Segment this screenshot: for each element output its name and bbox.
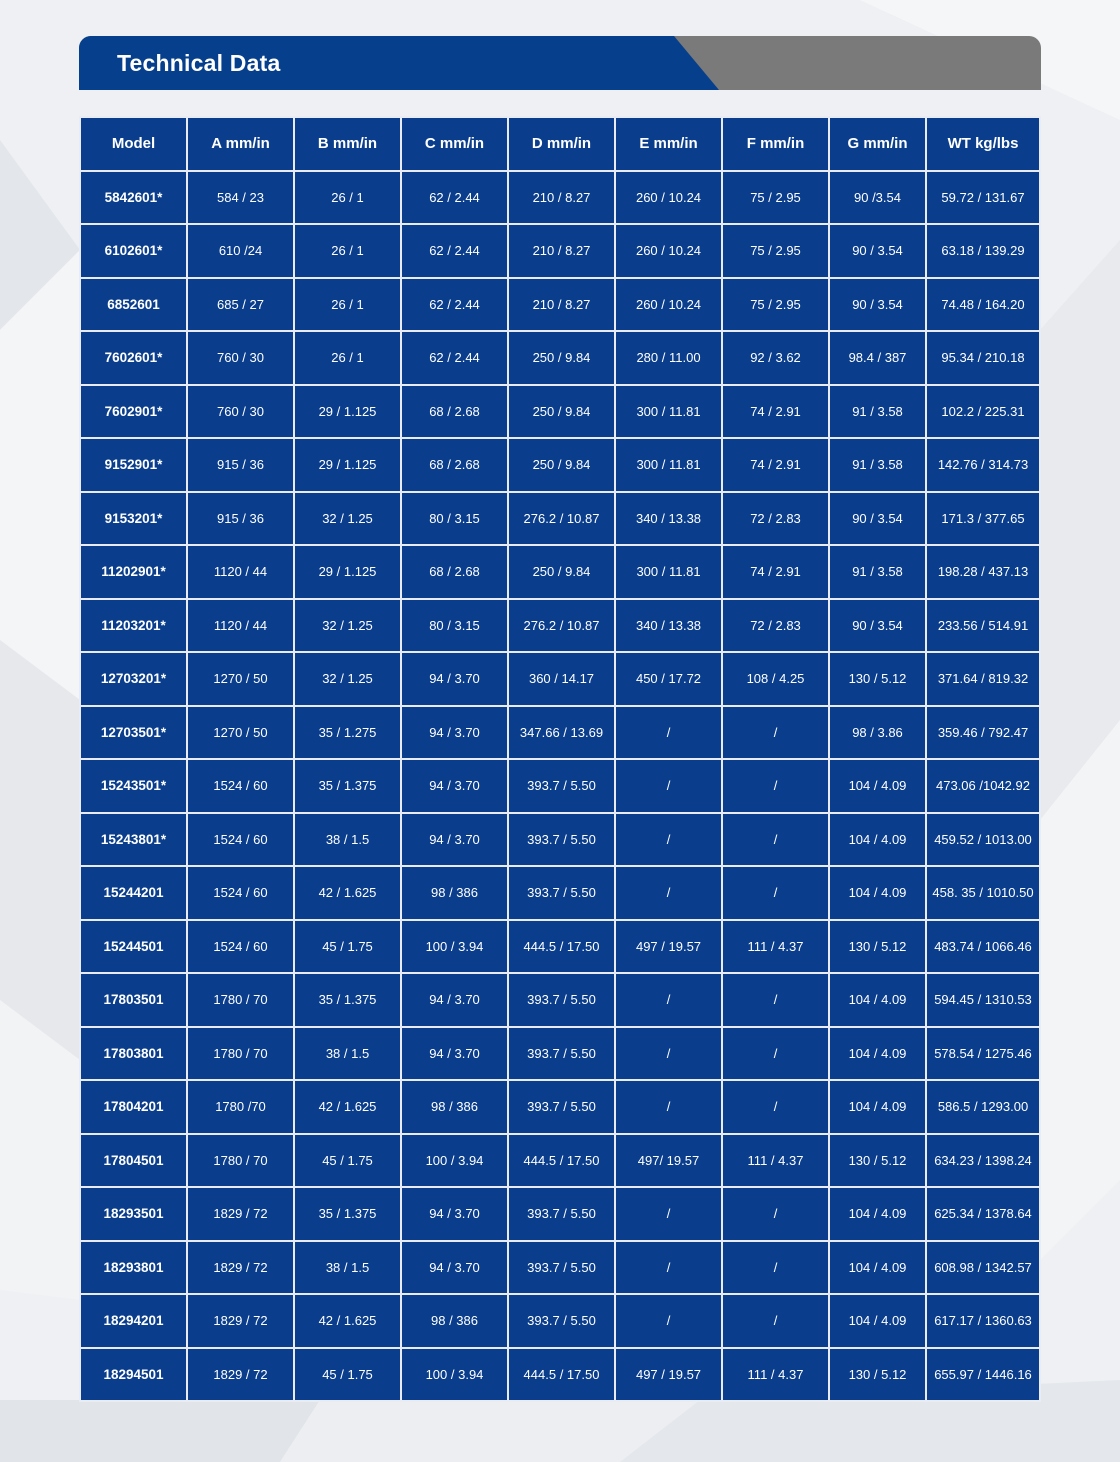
table-cell: 276.2 / 10.87 — [508, 599, 615, 653]
table-cell: 94 / 3.70 — [401, 1241, 508, 1295]
table-cell: 29 / 1.125 — [294, 385, 401, 439]
table-cell: 276.2 / 10.87 — [508, 492, 615, 546]
table-cell: 497 / 19.57 — [615, 1348, 722, 1401]
table-cell: 130 / 5.12 — [829, 1134, 926, 1188]
table-cell: 171.3 / 377.65 — [926, 492, 1039, 546]
table-cell: 75 / 2.95 — [722, 224, 829, 278]
table-cell: 98.4 / 387 — [829, 331, 926, 385]
table-cell: 111 / 4.37 — [722, 920, 829, 974]
table-cell: 38 / 1.5 — [294, 1241, 401, 1295]
table-row — [81, 920, 1039, 974]
table-cell: 74.48 / 164.20 — [926, 278, 1039, 332]
table-cell: 104 / 4.09 — [829, 973, 926, 1027]
table-cell: 90 / 3.54 — [829, 278, 926, 332]
table-row — [81, 278, 1039, 332]
table-cell: 915 / 36 — [187, 438, 294, 492]
model-cell: 11203201* — [81, 599, 187, 653]
column-header: WT kg/lbs — [926, 118, 1039, 171]
table-cell: 625.34 / 1378.64 — [926, 1187, 1039, 1241]
table-cell: 26 / 1 — [294, 331, 401, 385]
table-cell: 42 / 1.625 — [294, 866, 401, 920]
technical-data-table-container — [79, 116, 1041, 1402]
table-cell: 94 / 3.70 — [401, 1187, 508, 1241]
table-row — [81, 545, 1039, 599]
table-cell: / — [722, 973, 829, 1027]
table-cell: 393.7 / 5.50 — [508, 813, 615, 867]
model-cell: 15243801* — [81, 813, 187, 867]
table-cell: 100 / 3.94 — [401, 1134, 508, 1188]
model-cell: 18294201 — [81, 1294, 187, 1348]
table-row — [81, 1027, 1039, 1081]
model-cell: 15244201 — [81, 866, 187, 920]
model-cell: 15244501 — [81, 920, 187, 974]
table-cell: 95.34 / 210.18 — [926, 331, 1039, 385]
table-cell: 1780 / 70 — [187, 973, 294, 1027]
table-cell: 1524 / 60 — [187, 759, 294, 813]
table-cell: 459.52 / 1013.00 — [926, 813, 1039, 867]
table-cell: / — [615, 813, 722, 867]
table-cell: 458. 35 / 1010.50 — [926, 866, 1039, 920]
table-cell: / — [722, 1187, 829, 1241]
model-cell: 9153201* — [81, 492, 187, 546]
table-cell: 300 / 11.81 — [615, 438, 722, 492]
table-row — [81, 599, 1039, 653]
table-cell: 300 / 11.81 — [615, 545, 722, 599]
table-row — [81, 973, 1039, 1027]
table-cell: 198.28 / 437.13 — [926, 545, 1039, 599]
table-cell: 45 / 1.75 — [294, 1134, 401, 1188]
table-cell: 104 / 4.09 — [829, 1187, 926, 1241]
model-cell: 17803801 — [81, 1027, 187, 1081]
table-cell: / — [615, 973, 722, 1027]
table-cell: 1829 / 72 — [187, 1187, 294, 1241]
table-cell: / — [615, 759, 722, 813]
table-cell: 1829 / 72 — [187, 1348, 294, 1401]
table-cell: 94 / 3.70 — [401, 813, 508, 867]
table-cell: 915 / 36 — [187, 492, 294, 546]
table-cell: 102.2 / 225.31 — [926, 385, 1039, 439]
table-cell: 104 / 4.09 — [829, 1241, 926, 1295]
table-body — [81, 171, 1039, 1401]
table-cell: 360 / 14.17 — [508, 652, 615, 706]
table-cell: 90 / 3.54 — [829, 224, 926, 278]
table-row — [81, 759, 1039, 813]
table-row — [81, 331, 1039, 385]
table-cell: 760 / 30 — [187, 385, 294, 439]
table-cell: 497/ 19.57 — [615, 1134, 722, 1188]
table-cell: 1780 / 70 — [187, 1134, 294, 1188]
table-cell: 1829 / 72 — [187, 1294, 294, 1348]
table-cell: 111 / 4.37 — [722, 1134, 829, 1188]
column-header: C mm/in — [401, 118, 508, 171]
table-cell: 100 / 3.94 — [401, 920, 508, 974]
table-cell: 617.17 / 1360.63 — [926, 1294, 1039, 1348]
table-cell: 1780 /70 — [187, 1080, 294, 1134]
table-cell: 35 / 1.375 — [294, 973, 401, 1027]
table-row — [81, 224, 1039, 278]
table-cell: 98 / 386 — [401, 866, 508, 920]
model-cell: 12703201* — [81, 652, 187, 706]
table-cell: 444.5 / 17.50 — [508, 1348, 615, 1401]
table-cell: 260 / 10.24 — [615, 171, 722, 225]
column-header: F mm/in — [722, 118, 829, 171]
table-cell: 393.7 / 5.50 — [508, 1187, 615, 1241]
table-cell: 104 / 4.09 — [829, 813, 926, 867]
table-cell: 250 / 9.84 — [508, 331, 615, 385]
table-cell: 90 / 3.54 — [829, 492, 926, 546]
table-cell: 68 / 2.68 — [401, 438, 508, 492]
table-row — [81, 1348, 1039, 1401]
table-cell: 42 / 1.625 — [294, 1080, 401, 1134]
table-cell: 130 / 5.12 — [829, 1348, 926, 1401]
table-cell: 90 / 3.54 — [829, 599, 926, 653]
table-cell: 393.7 / 5.50 — [508, 1027, 615, 1081]
model-cell: 18293501 — [81, 1187, 187, 1241]
table-cell: 260 / 10.24 — [615, 224, 722, 278]
table-cell: 340 / 13.38 — [615, 492, 722, 546]
table-cell: 210 / 8.27 — [508, 278, 615, 332]
table-cell: 1524 / 60 — [187, 920, 294, 974]
table-header-row — [81, 118, 1039, 171]
column-header: E mm/in — [615, 118, 722, 171]
table-row — [81, 438, 1039, 492]
table-cell: 393.7 / 5.50 — [508, 759, 615, 813]
table-cell: 98 / 386 — [401, 1080, 508, 1134]
column-header: B mm/in — [294, 118, 401, 171]
table-cell: 450 / 17.72 — [615, 652, 722, 706]
table-cell: 94 / 3.70 — [401, 706, 508, 760]
column-header: A mm/in — [187, 118, 294, 171]
model-cell: 5842601* — [81, 171, 187, 225]
table-cell: 497 / 19.57 — [615, 920, 722, 974]
table-cell: 1120 / 44 — [187, 545, 294, 599]
table-cell: 98 / 3.86 — [829, 706, 926, 760]
table-cell: 90 /3.54 — [829, 171, 926, 225]
table-row — [81, 1241, 1039, 1295]
model-cell: 17804201 — [81, 1080, 187, 1134]
table-cell: 91 / 3.58 — [829, 438, 926, 492]
model-cell: 17804501 — [81, 1134, 187, 1188]
table-cell: / — [722, 813, 829, 867]
table-cell: 608.98 / 1342.57 — [926, 1241, 1039, 1295]
table-cell: 68 / 2.68 — [401, 385, 508, 439]
table-cell: 74 / 2.91 — [722, 385, 829, 439]
table-row — [81, 171, 1039, 225]
table-cell: 94 / 3.70 — [401, 973, 508, 1027]
table-cell: 59.72 / 131.67 — [926, 171, 1039, 225]
table-cell: 1524 / 60 — [187, 813, 294, 867]
table-cell: 210 / 8.27 — [508, 224, 615, 278]
table-cell: 35 / 1.275 — [294, 706, 401, 760]
table-cell: 68 / 2.68 — [401, 545, 508, 599]
section-banner — [79, 36, 1041, 90]
table-cell: / — [615, 1294, 722, 1348]
table-row — [81, 1134, 1039, 1188]
table-row — [81, 1080, 1039, 1134]
model-cell: 15243501* — [81, 759, 187, 813]
column-header: G mm/in — [829, 118, 926, 171]
table-cell: 74 / 2.91 — [722, 438, 829, 492]
table-cell: 29 / 1.125 — [294, 438, 401, 492]
model-cell: 18294501 — [81, 1348, 187, 1401]
table-cell: 91 / 3.58 — [829, 545, 926, 599]
table-cell: 26 / 1 — [294, 171, 401, 225]
table-cell: 45 / 1.75 — [294, 1348, 401, 1401]
table-cell: 80 / 3.15 — [401, 599, 508, 653]
table-cell: 63.18 / 139.29 — [926, 224, 1039, 278]
model-cell: 18293801 — [81, 1241, 187, 1295]
table-cell: 130 / 5.12 — [829, 920, 926, 974]
table-cell: 260 / 10.24 — [615, 278, 722, 332]
table-cell: 340 / 13.38 — [615, 599, 722, 653]
table-cell: 444.5 / 17.50 — [508, 1134, 615, 1188]
table-row — [81, 492, 1039, 546]
technical-data-table — [81, 118, 1039, 1400]
table-cell: 393.7 / 5.50 — [508, 973, 615, 1027]
table-cell: / — [615, 706, 722, 760]
table-cell: 100 / 3.94 — [401, 1348, 508, 1401]
table-cell: 42 / 1.625 — [294, 1294, 401, 1348]
table-cell: 104 / 4.09 — [829, 1294, 926, 1348]
table-cell: 130 / 5.12 — [829, 652, 926, 706]
table-cell: 210 / 8.27 — [508, 171, 615, 225]
table-cell: 32 / 1.25 — [294, 599, 401, 653]
table-cell: 347.66 / 13.69 — [508, 706, 615, 760]
model-cell: 6852601 — [81, 278, 187, 332]
table-cell: 75 / 2.95 — [722, 171, 829, 225]
table-cell: 473.06 /1042.92 — [926, 759, 1039, 813]
table-cell: 111 / 4.37 — [722, 1348, 829, 1401]
table-row — [81, 1187, 1039, 1241]
table-cell: 584 / 23 — [187, 171, 294, 225]
table-cell: 280 / 11.00 — [615, 331, 722, 385]
table-cell: 444.5 / 17.50 — [508, 920, 615, 974]
table-cell: 62 / 2.44 — [401, 331, 508, 385]
table-cell: 250 / 9.84 — [508, 545, 615, 599]
table-cell: / — [615, 1241, 722, 1295]
model-cell: 7602601* — [81, 331, 187, 385]
column-header: Model — [81, 118, 187, 171]
table-cell: 72 / 2.83 — [722, 599, 829, 653]
table-cell: 393.7 / 5.50 — [508, 1241, 615, 1295]
table-cell: 91 / 3.58 — [829, 385, 926, 439]
table-cell: 142.76 / 314.73 — [926, 438, 1039, 492]
table-cell: 1524 / 60 — [187, 866, 294, 920]
table-cell: / — [722, 866, 829, 920]
table-cell: / — [722, 759, 829, 813]
table-cell: 26 / 1 — [294, 278, 401, 332]
table-cell: / — [615, 1027, 722, 1081]
table-cell: 62 / 2.44 — [401, 171, 508, 225]
table-cell: 35 / 1.375 — [294, 1187, 401, 1241]
table-row — [81, 652, 1039, 706]
table-row — [81, 1294, 1039, 1348]
table-cell: 45 / 1.75 — [294, 920, 401, 974]
table-cell: 250 / 9.84 — [508, 438, 615, 492]
table-cell: / — [615, 1080, 722, 1134]
table-cell: 393.7 / 5.50 — [508, 866, 615, 920]
table-cell: 578.54 / 1275.46 — [926, 1027, 1039, 1081]
table-cell: 75 / 2.95 — [722, 278, 829, 332]
table-cell: 393.7 / 5.50 — [508, 1080, 615, 1134]
model-cell: 12703501* — [81, 706, 187, 760]
table-cell: 1270 / 50 — [187, 652, 294, 706]
table-cell: / — [722, 1241, 829, 1295]
table-cell: 62 / 2.44 — [401, 224, 508, 278]
table-cell: 94 / 3.70 — [401, 652, 508, 706]
table-cell: 233.56 / 514.91 — [926, 599, 1039, 653]
table-cell: 104 / 4.09 — [829, 759, 926, 813]
table-row — [81, 385, 1039, 439]
table-cell: 38 / 1.5 — [294, 1027, 401, 1081]
table-cell: 1270 / 50 — [187, 706, 294, 760]
table-cell: 483.74 / 1066.46 — [926, 920, 1039, 974]
table-cell: / — [722, 706, 829, 760]
table-cell: 594.45 / 1310.53 — [926, 973, 1039, 1027]
model-cell: 7602901* — [81, 385, 187, 439]
table-cell: 38 / 1.5 — [294, 813, 401, 867]
table-cell: 98 / 386 — [401, 1294, 508, 1348]
table-cell: 29 / 1.125 — [294, 545, 401, 599]
table-cell: / — [722, 1294, 829, 1348]
table-cell: 586.5 / 1293.00 — [926, 1080, 1039, 1134]
table-cell: 250 / 9.84 — [508, 385, 615, 439]
table-cell: / — [615, 866, 722, 920]
table-cell: 655.97 / 1446.16 — [926, 1348, 1039, 1401]
table-cell: 80 / 3.15 — [401, 492, 508, 546]
table-cell: 393.7 / 5.50 — [508, 1294, 615, 1348]
table-cell: / — [615, 1187, 722, 1241]
table-cell: 685 / 27 — [187, 278, 294, 332]
table-cell: 359.46 / 792.47 — [926, 706, 1039, 760]
table-cell: 104 / 4.09 — [829, 866, 926, 920]
table-row — [81, 706, 1039, 760]
table-cell: 1120 / 44 — [187, 599, 294, 653]
table-cell: 1780 / 70 — [187, 1027, 294, 1081]
table-row — [81, 813, 1039, 867]
table-cell: 32 / 1.25 — [294, 652, 401, 706]
table-cell: 300 / 11.81 — [615, 385, 722, 439]
table-cell: / — [722, 1027, 829, 1081]
model-cell: 9152901* — [81, 438, 187, 492]
table-cell: 72 / 2.83 — [722, 492, 829, 546]
table-cell: 108 / 4.25 — [722, 652, 829, 706]
table-cell: 104 / 4.09 — [829, 1027, 926, 1081]
table-cell: 62 / 2.44 — [401, 278, 508, 332]
table-cell: 371.64 / 819.32 — [926, 652, 1039, 706]
section-title: Technical Data — [117, 50, 281, 76]
table-cell: 610 /24 — [187, 224, 294, 278]
table-cell: / — [722, 1080, 829, 1134]
table-cell: 94 / 3.70 — [401, 1027, 508, 1081]
model-cell: 11202901* — [81, 545, 187, 599]
table-cell: 26 / 1 — [294, 224, 401, 278]
table-cell: 94 / 3.70 — [401, 759, 508, 813]
table-cell: 32 / 1.25 — [294, 492, 401, 546]
table-cell: 92 / 3.62 — [722, 331, 829, 385]
table-cell: 634.23 / 1398.24 — [926, 1134, 1039, 1188]
model-cell: 17803501 — [81, 973, 187, 1027]
table-cell: 1829 / 72 — [187, 1241, 294, 1295]
table-cell: 104 / 4.09 — [829, 1080, 926, 1134]
table-cell: 74 / 2.91 — [722, 545, 829, 599]
table-cell: 35 / 1.375 — [294, 759, 401, 813]
table-row — [81, 866, 1039, 920]
column-header: D mm/in — [508, 118, 615, 171]
table-cell: 760 / 30 — [187, 331, 294, 385]
model-cell: 6102601* — [81, 224, 187, 278]
